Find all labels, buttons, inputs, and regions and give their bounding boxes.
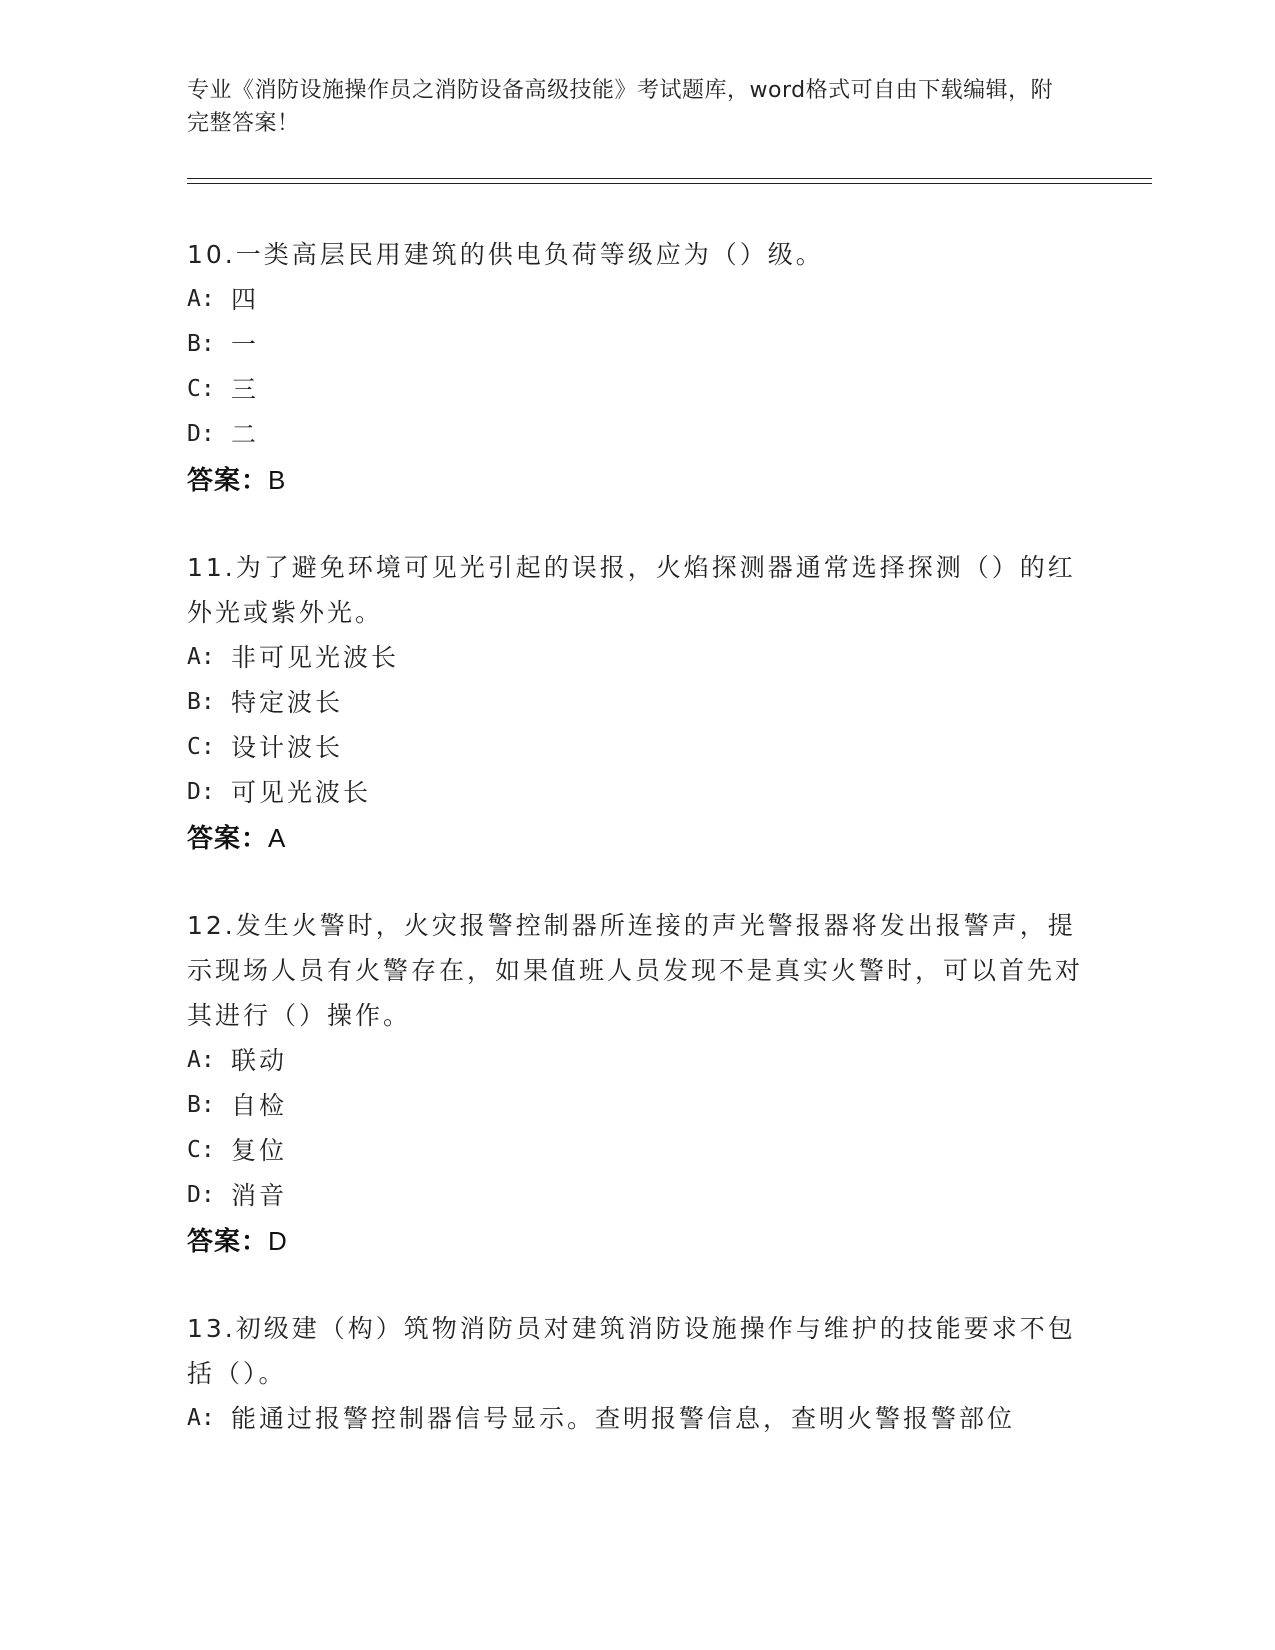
option-a	[187, 635, 1087, 680]
option-key: D:	[187, 779, 215, 805]
option-key: B:	[187, 1092, 215, 1118]
option-c	[187, 367, 1087, 412]
option-text: 联动	[231, 1046, 288, 1075]
question-list	[187, 232, 1087, 1482]
option-key: D:	[187, 421, 215, 447]
option-d	[187, 412, 1087, 457]
option-a	[187, 1038, 1087, 1083]
option-key: A:	[187, 1047, 215, 1073]
answer-value: B	[268, 465, 286, 495]
option-text: 可见光波长	[231, 778, 372, 807]
option-text: 设计波长	[231, 733, 344, 762]
answer-label: 答案：	[187, 824, 269, 854]
answer-line	[187, 457, 1087, 504]
header-divider-top	[187, 178, 1152, 179]
option-a	[187, 1396, 1087, 1441]
question-10	[187, 232, 1087, 504]
option-key: C:	[187, 1137, 215, 1163]
option-key: A:	[187, 1405, 215, 1431]
option-d	[187, 770, 1087, 815]
answer-line	[187, 815, 1087, 862]
option-text: 自检	[231, 1091, 288, 1120]
answer-value: A	[268, 823, 286, 853]
question-stem: 11.为了避免环境可见光引起的误报，火焰探测器通常选择探测（）的红外光或紫外光。	[187, 553, 1076, 627]
question-12	[187, 903, 1087, 1265]
header-divider-bottom	[187, 183, 1152, 184]
answer-label: 答案：	[187, 466, 269, 496]
option-a	[187, 277, 1087, 322]
option-c	[187, 725, 1087, 770]
question-stem: 12.发生火警时，火灾报警控制器所连接的声光警报器将发出报警声，提示现场人员有火警存在，如果值班人员发现不是真实火警时，可以首先对其进行（）操作。	[187, 911, 1084, 1030]
option-text: 消音	[231, 1181, 288, 1210]
option-key: C:	[187, 376, 215, 402]
question-11	[187, 545, 1087, 862]
option-d	[187, 1173, 1087, 1218]
option-text: 非可见光波长	[231, 643, 400, 672]
answer-label: 答案：	[187, 1227, 269, 1257]
option-text: 四	[231, 285, 260, 314]
option-text: 能通过报警控制器信号显示。查明报警信息，查明火警报警部位	[231, 1404, 1016, 1433]
option-text: 特定波长	[231, 688, 344, 717]
option-key: C:	[187, 734, 215, 760]
option-c	[187, 1128, 1087, 1173]
option-key: B:	[187, 331, 215, 357]
option-b	[187, 680, 1087, 725]
option-b	[187, 1083, 1087, 1128]
option-text: 复位	[231, 1136, 288, 1165]
question-stem: 10.一类高层民用建筑的供电负荷等级应为（）级。	[187, 240, 824, 269]
option-text: 一	[231, 330, 260, 359]
option-key: A:	[187, 286, 215, 312]
option-b	[187, 322, 1087, 367]
option-text: 二	[231, 420, 260, 449]
option-key: D:	[187, 1182, 215, 1208]
document-header: 专业《消防设施操作员之消防设备高级技能》考试题库，word格式可自由下载编辑，附完整答案！	[187, 78, 1054, 136]
option-key: B:	[187, 689, 215, 715]
answer-value: D	[268, 1226, 287, 1256]
option-text: 三	[231, 375, 260, 404]
answer-line	[187, 1218, 1087, 1265]
option-key: A:	[187, 644, 215, 670]
question-stem: 13.初级建（构）筑物消防员对建筑消防设施操作与维护的技能要求不包括（）。	[187, 1314, 1076, 1388]
question-13	[187, 1306, 1087, 1441]
